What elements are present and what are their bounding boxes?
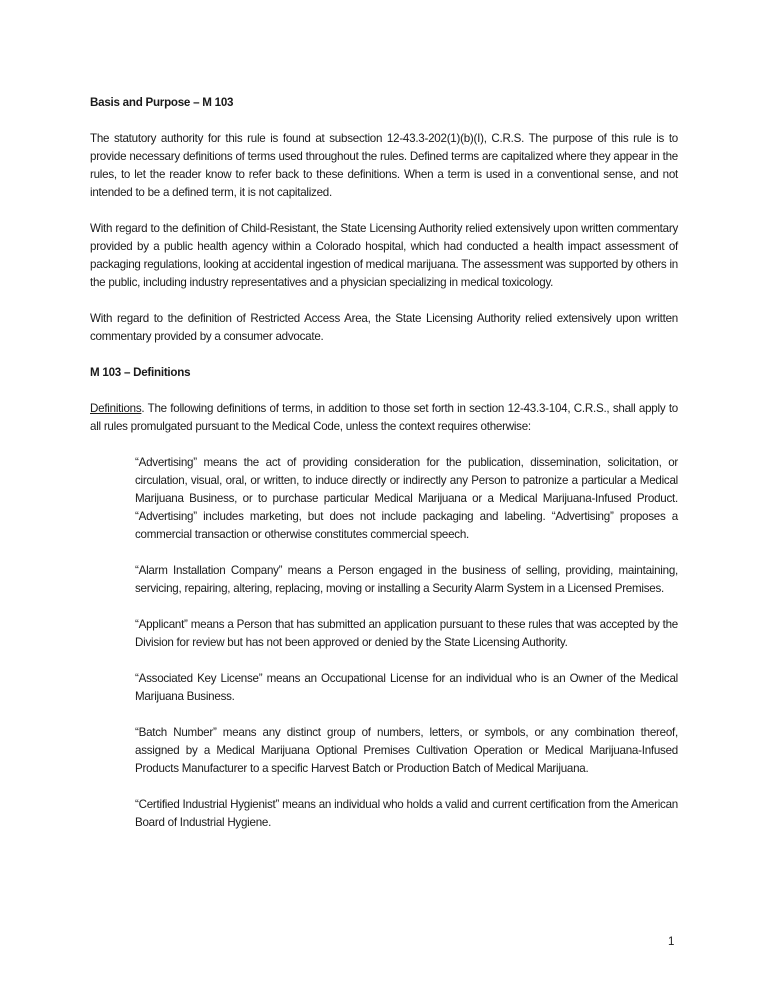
definition-advertising: “Advertising” means the act of providing consideration for the publication, dissemination, solicitation, or circulation, visual, oral, or written, to induce directly or indirectly any Person to patronize a particular a Medical Marijuana Business, or to purchase particular Medical Marijuana or a Medical Marijuana-Infused Product. “Advertising” includes marketing, but does not include packaging and labeling. “Advertising” proposes a commercial transaction or otherwise constitutes commercial speech.: [135, 456, 678, 541]
document-body: [90, 94, 678, 850]
definitions-heading: M 103 – Definitions: [90, 366, 191, 379]
definition-alarm-installation-company: “Alarm Installation Company” means a Person engaged in the business of selling, providing, maintaining, servicing, repairing, altering, replacing, moving or installing a Security Alarm System in a Licensed Premises.: [135, 564, 678, 595]
definitions-intro: [90, 400, 678, 436]
basis-heading: Basis and Purpose – M 103: [90, 96, 234, 109]
basis-paragraph-restricted-access: With regard to the definition of Restricted Access Area, the State Licensing Authority relied extensively upon written commentary provided by a consumer advocate.: [90, 312, 678, 343]
page-number: 1: [668, 936, 675, 948]
definition-batch-number: “Batch Number” means any distinct group of numbers, letters, or symbols, or any combination thereof, assigned by a Medical Marijuana Optional Premises Cultivation Operation or Medical Marijuana-Infused Products Manufacturer to a specific Harvest Batch or Production Batch of Medical Marijuana.: [135, 726, 678, 775]
basis-paragraph-authority: The statutory authority for this rule is found at subsection 12-43.3-202(1)(b)(I), C.R.S. The purpose of this rule is to provide necessary definitions of terms used throughout the rules. Defined terms are capitalized where they appear in the rules, to let the reader know to refer back to these definitions. When a term is used in a conventional sense, and not intended to be a defined term, it is not capitalized.: [90, 132, 678, 199]
definitions-intro-text: . The following definitions of terms, in addition to those set forth in section 12-43.3-104, C.R.S., shall apply to all rules promulgated pursuant to the Medical Code, unless the context requires otherwise:: [90, 402, 678, 433]
definition-applicant: “Applicant” means a Person that has submitted an application pursuant to these rules that was accepted by the Division for review but has not been approved or denied by the State Licensing Authority.: [135, 618, 678, 649]
definitions-intro-label: Definitions: [90, 402, 142, 415]
definition-associated-key-license: “Associated Key License” means an Occupational License for an individual who is an Owner of the Medical Marijuana Business.: [135, 672, 678, 703]
definition-certified-industrial-hygienist: “Certified Industrial Hygienist” means an individual who holds a valid and current certification from the American Board of Industrial Hygiene.: [135, 798, 678, 829]
basis-paragraph-child-resistant: With regard to the definition of Child-Resistant, the State Licensing Authority relied extensively upon written commentary provided by a public health agency within a Colorado hospital, which had conducted a health impact assessment of packaging regulations, looking at accidental ingestion of medical marijuana. The assessment was supported by others in the public, including industry representatives and a physician specializing in medical toxicology.: [90, 222, 678, 289]
definitions-list: [90, 454, 678, 832]
